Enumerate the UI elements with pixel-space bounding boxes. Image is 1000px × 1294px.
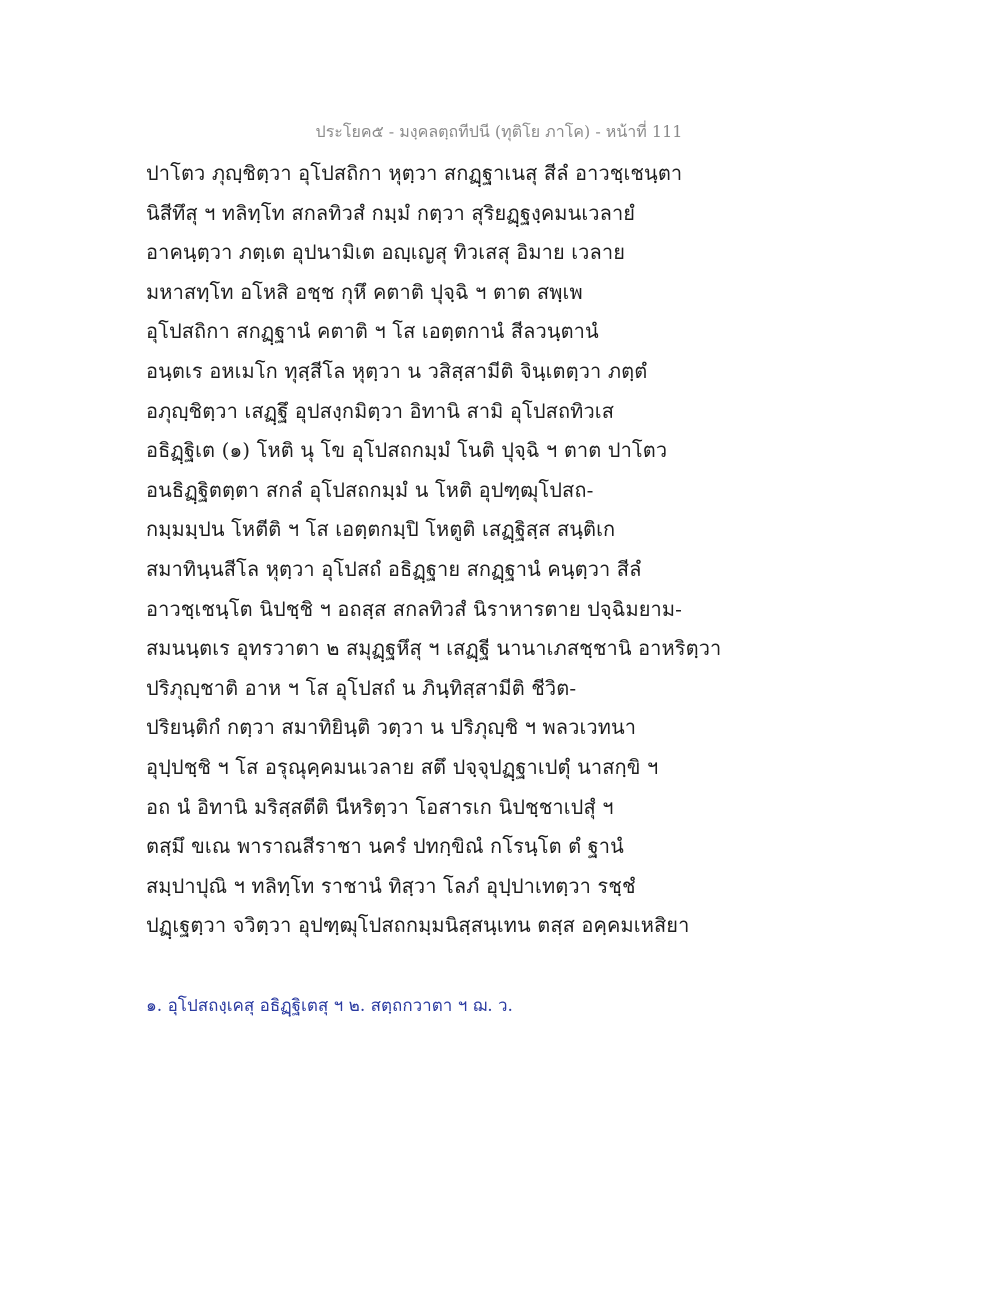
page-header bbox=[0, 120, 1000, 145]
text-line: สมนนฺตเร อุทรวาตา ๒ สมุฏฺฐหึสุ ฯ เสฏฺฐี นานาเภสชฺชานิ อาหริตฺวา bbox=[146, 636, 722, 661]
text-line: มหาสทฺโท อโหสิ อชฺช กุหึ คตาติ ปุจฺฉิ ฯ ตาต สพฺเพ bbox=[146, 279, 583, 304]
text-line: อภุญฺชิตฺวา เสฏฺฐึ อุปสงฺกมิตฺวา อิทานิ สามิ อุโปสถทิวเส bbox=[146, 398, 615, 423]
running-title: ประโยค๕ - มงฺคลตฺถทีปนี (ทุติโย ภาโค) - หน้าที่ 111 bbox=[315, 122, 683, 141]
text-line: อุโปสถิกา สกฏฺฐานํ คตาติ ฯ โส เอตฺตกานํ สีลวนฺตานํ bbox=[146, 319, 599, 344]
text-line: สมฺปาปุณิ ฯ ทลิทฺโท ราชานํ ทิสฺวา โลภํ อุปฺปาเทตฺวา รชฺชํ bbox=[146, 873, 636, 898]
body-text bbox=[146, 154, 866, 946]
text-line: อถ นํ อิทานิ มริสฺสตีติ นีหริตฺวา โอสารเก นิปชฺชาเปสุํ ฯ bbox=[146, 794, 614, 819]
text-line: อาวชฺเชนฺโต นิปชฺชิ ฯ อถสฺส สกลทิวสํ นิราหารตาย ปจฺฉิมยาม- bbox=[146, 596, 683, 621]
text-line: สมาทินฺนสีโล หุตฺวา อุโปสถํ อธิฏฺฐาย สกฏฺฐานํ คนฺตฺวา สีลํ bbox=[146, 556, 642, 581]
text-line: ปริยนฺติกํ กตฺวา สมาทิยินฺติ วตฺวา น ปริภุญฺชิ ฯ พลวเวทนา bbox=[146, 715, 637, 740]
footnote: ๑. อุโปสถงฺเคสุ อธิฏฺฐิเตสุ ฯ ๒. สตฺถกวาตา ฯ ฌ. ว. bbox=[146, 996, 513, 1016]
text-line: ปริภุญฺชาติ อาห ฯ โส อุโปสถํ น ภินฺทิสฺสามีติ ชีวิต- bbox=[146, 675, 577, 700]
text-line: อนธิฏฺฐิตตฺตา สกลํ อุโปสถกมฺมํ น โหติ อุปฑฺฒุโปสถ- bbox=[146, 477, 594, 502]
text-line: ปฏฺเฐตฺวา จวิตฺวา อุปฑฺฒุโปสถกมฺมนิสฺสนฺเทน ตสฺส อคฺคมเหสิยา bbox=[146, 913, 690, 938]
text-line: กมฺมมฺปน โหตีติ ฯ โส เอตฺตกมฺปิ โหตูติ เสฏฺฐิสฺส สนฺติเก bbox=[146, 517, 616, 542]
text-line: ตสฺมึ ขเณ พาราณสีราชา นครํ ปทกฺขิณํ กโรนฺโต ตํ ฐานํ bbox=[146, 834, 624, 859]
text-line: อธิฏฺฐิเต (๑) โหติ นุ โข อุโปสถกมฺมํ โนติ ปุจฺฉิ ฯ ตาต ปาโตว bbox=[146, 438, 668, 463]
text-line: อุปฺปชฺชิ ฯ โส อรุณุคฺคมนเวลาย สตึ ปจฺจุปฏฺฐาเปตุํ นาสกฺขิ ฯ bbox=[146, 754, 659, 779]
text-line: นิสีทึสุ ฯ ทลิทฺโท สกลทิวสํ กมฺมํ กตฺวา สุริยฏฺฐงฺคมนเวลายํ bbox=[146, 200, 636, 225]
text-line: อนฺตเร อหเมโก ทุสฺสีโล หุตฺวา น วสิสฺสามีติ จินฺเตตฺวา ภตฺตํ bbox=[146, 358, 648, 383]
text-line: อาคนฺตฺวา ภตฺเต อุปนามิเต อญฺเญสุ ทิวเสสุ อิมาย เวลาย bbox=[146, 240, 626, 265]
text-line: ปาโตว ภุญฺชิตฺวา อุโปสถิกา หุตฺวา สกฏฺฐาเนสุ สีลํ อาวชฺเชนฺตา bbox=[146, 161, 683, 185]
